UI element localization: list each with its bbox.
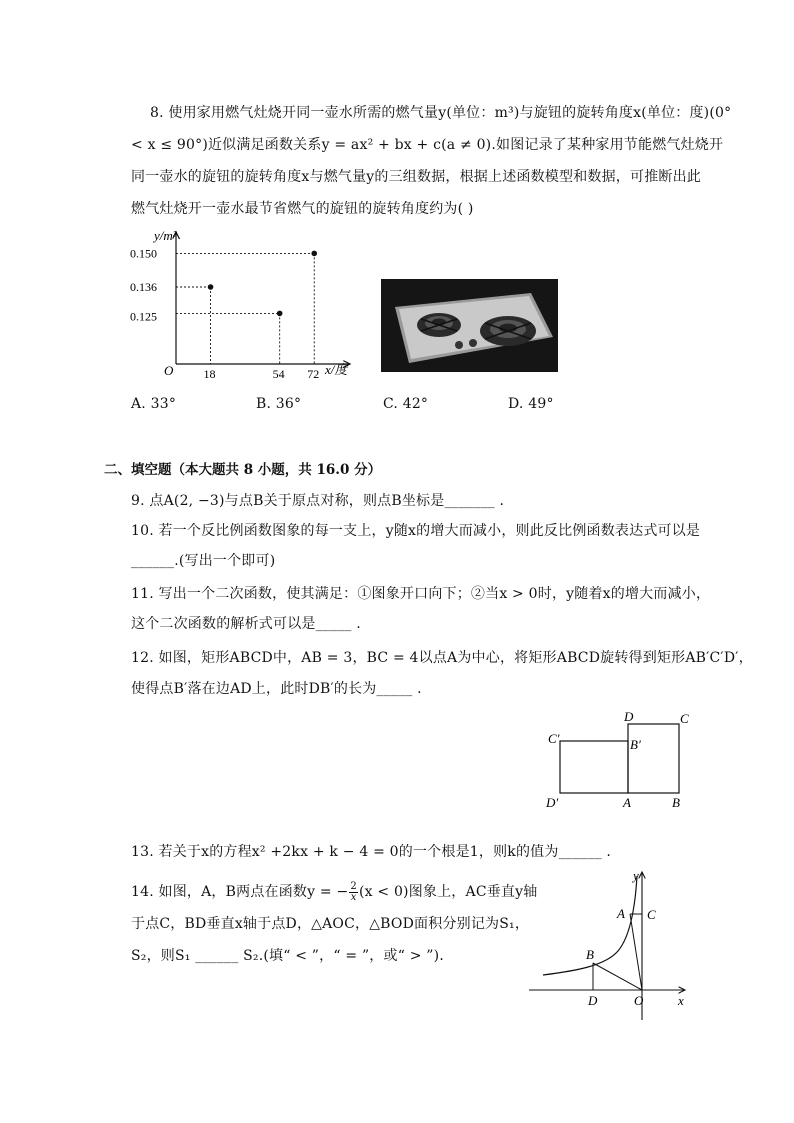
x-axis-label: x/度 [325, 362, 348, 377]
label-d: D [588, 993, 598, 1008]
q8-line-2: < x ≤ 90°)近似满足函数关系y = ax² + bx + c(a ≠ 0).如图记录了某种家用节能燃气灶烧开 [131, 137, 724, 153]
y-tick-label: 0.125 [130, 309, 157, 324]
q12-line-1: 12. 如图，矩形ABCD中，AB = 3，BC = 4以点A为中心，将矩形ABCD旋转得到矩形AB′C′D′， [131, 650, 753, 666]
gas-stove-photo [381, 279, 558, 372]
section-heading: 二、填空题（本大题共 8 小题，共 16.0 分） [104, 462, 382, 478]
q14-fraction-denominator: x [350, 891, 357, 903]
q14-fraction [349, 882, 358, 903]
x-tick-label: 54 [272, 367, 285, 381]
q8-line-3: 同一壶水的旋钮的旋转角度x与燃气量y的三组数据，根据上述函数模型和数据，可推断出此 [131, 169, 702, 185]
q12-rectangle-figure [540, 708, 700, 812]
y-tick-label: 0.136 [130, 280, 157, 294]
label-b: B [672, 795, 680, 810]
q14-line-2: 于点C，BD垂直x轴于点D，△AOC，△BOD面积分别记为S₁， [131, 916, 530, 932]
label-c: C [680, 711, 689, 726]
label-x: x [678, 993, 684, 1008]
q8-line-4: 燃气灶烧开一壶水最节省燃气的旋钮的旋转角度约为( ) [131, 201, 474, 217]
label-c: C [647, 907, 656, 922]
segment-bo [593, 963, 642, 990]
q10-line-2: ______.(写出一个即可) [131, 553, 276, 569]
q11-line-2: 这个二次函数的解析式可以是_____ . [131, 616, 361, 632]
label-a: A [623, 795, 631, 810]
q14-hyperbola-figure [525, 868, 695, 1024]
origin-label: O [164, 363, 174, 378]
q8-option-b: B. 36° [256, 396, 302, 412]
rectangle-abcd [628, 724, 679, 793]
q14-line-3: S₂，则S₁ ______ S₂.(填“ < ”，“ = ”，或“ > ”)． [131, 948, 454, 964]
label-y: y [633, 868, 639, 883]
q14-line-1 [131, 881, 537, 903]
q13-text: 13. 若关于x的方程x² +2kx + k − 4 = 0的一个根是1，则k的值为______ . [131, 844, 612, 860]
data-point-1 [208, 284, 214, 290]
q8-scatter-chart [120, 222, 365, 387]
q9-text: 9. 点A(2, −3)与点B关于原点对称，则点B坐标是_______ . [131, 493, 505, 509]
q10-line-1: 10. 若一个反比例函数图象的每一支上，y随x的增大而减小，则此反比例函数表达式可以是 [131, 523, 701, 539]
q14-line-1-start: 14. 如图，A，B两点在函数y = − [131, 884, 349, 900]
label-d: D [624, 709, 634, 724]
gas-stove-image [381, 279, 558, 372]
q8-line-1: 8. 使用家用燃气灶烧开同一壶水所需的燃气量y(单位：m³)与旋钮的旋转角度x(单位：度)(0° [150, 105, 732, 121]
q8-option-c: C. 42° [383, 396, 429, 412]
label-o: O [634, 993, 644, 1008]
segment-ao [630, 914, 642, 990]
data-point-3 [311, 251, 317, 257]
q12-line-2: 使得点B′落在边AD上，此时DB′的长为_____ . [131, 681, 422, 697]
q14-fraction-numerator: 2 [350, 880, 357, 892]
label-b-prime: B′ [630, 737, 641, 752]
data-point-2 [277, 311, 283, 317]
label-d-prime: D′ [546, 795, 559, 810]
label-c-prime: C′ [548, 731, 560, 746]
x-tick-label: 72 [307, 367, 320, 381]
x-tick-label: 18 [203, 367, 216, 381]
q14-line-1-end: (x < 0)图象上，AC垂直y轴 [358, 884, 538, 900]
q8-option-d: D. 49° [508, 396, 554, 412]
q11-line-1: 11. 写出一个二次函数，使其满足：①图象开口向下；②当x > 0时，y随着x的增大而减小， [131, 586, 711, 602]
label-b: B [586, 947, 594, 962]
y-axis-label: y/m³ [154, 228, 177, 243]
q8-option-a: A. 33° [131, 396, 177, 412]
y-tick-label: 0.150 [130, 246, 157, 261]
rectangle-ab1c1d1 [560, 741, 628, 793]
label-a: A [617, 906, 625, 921]
